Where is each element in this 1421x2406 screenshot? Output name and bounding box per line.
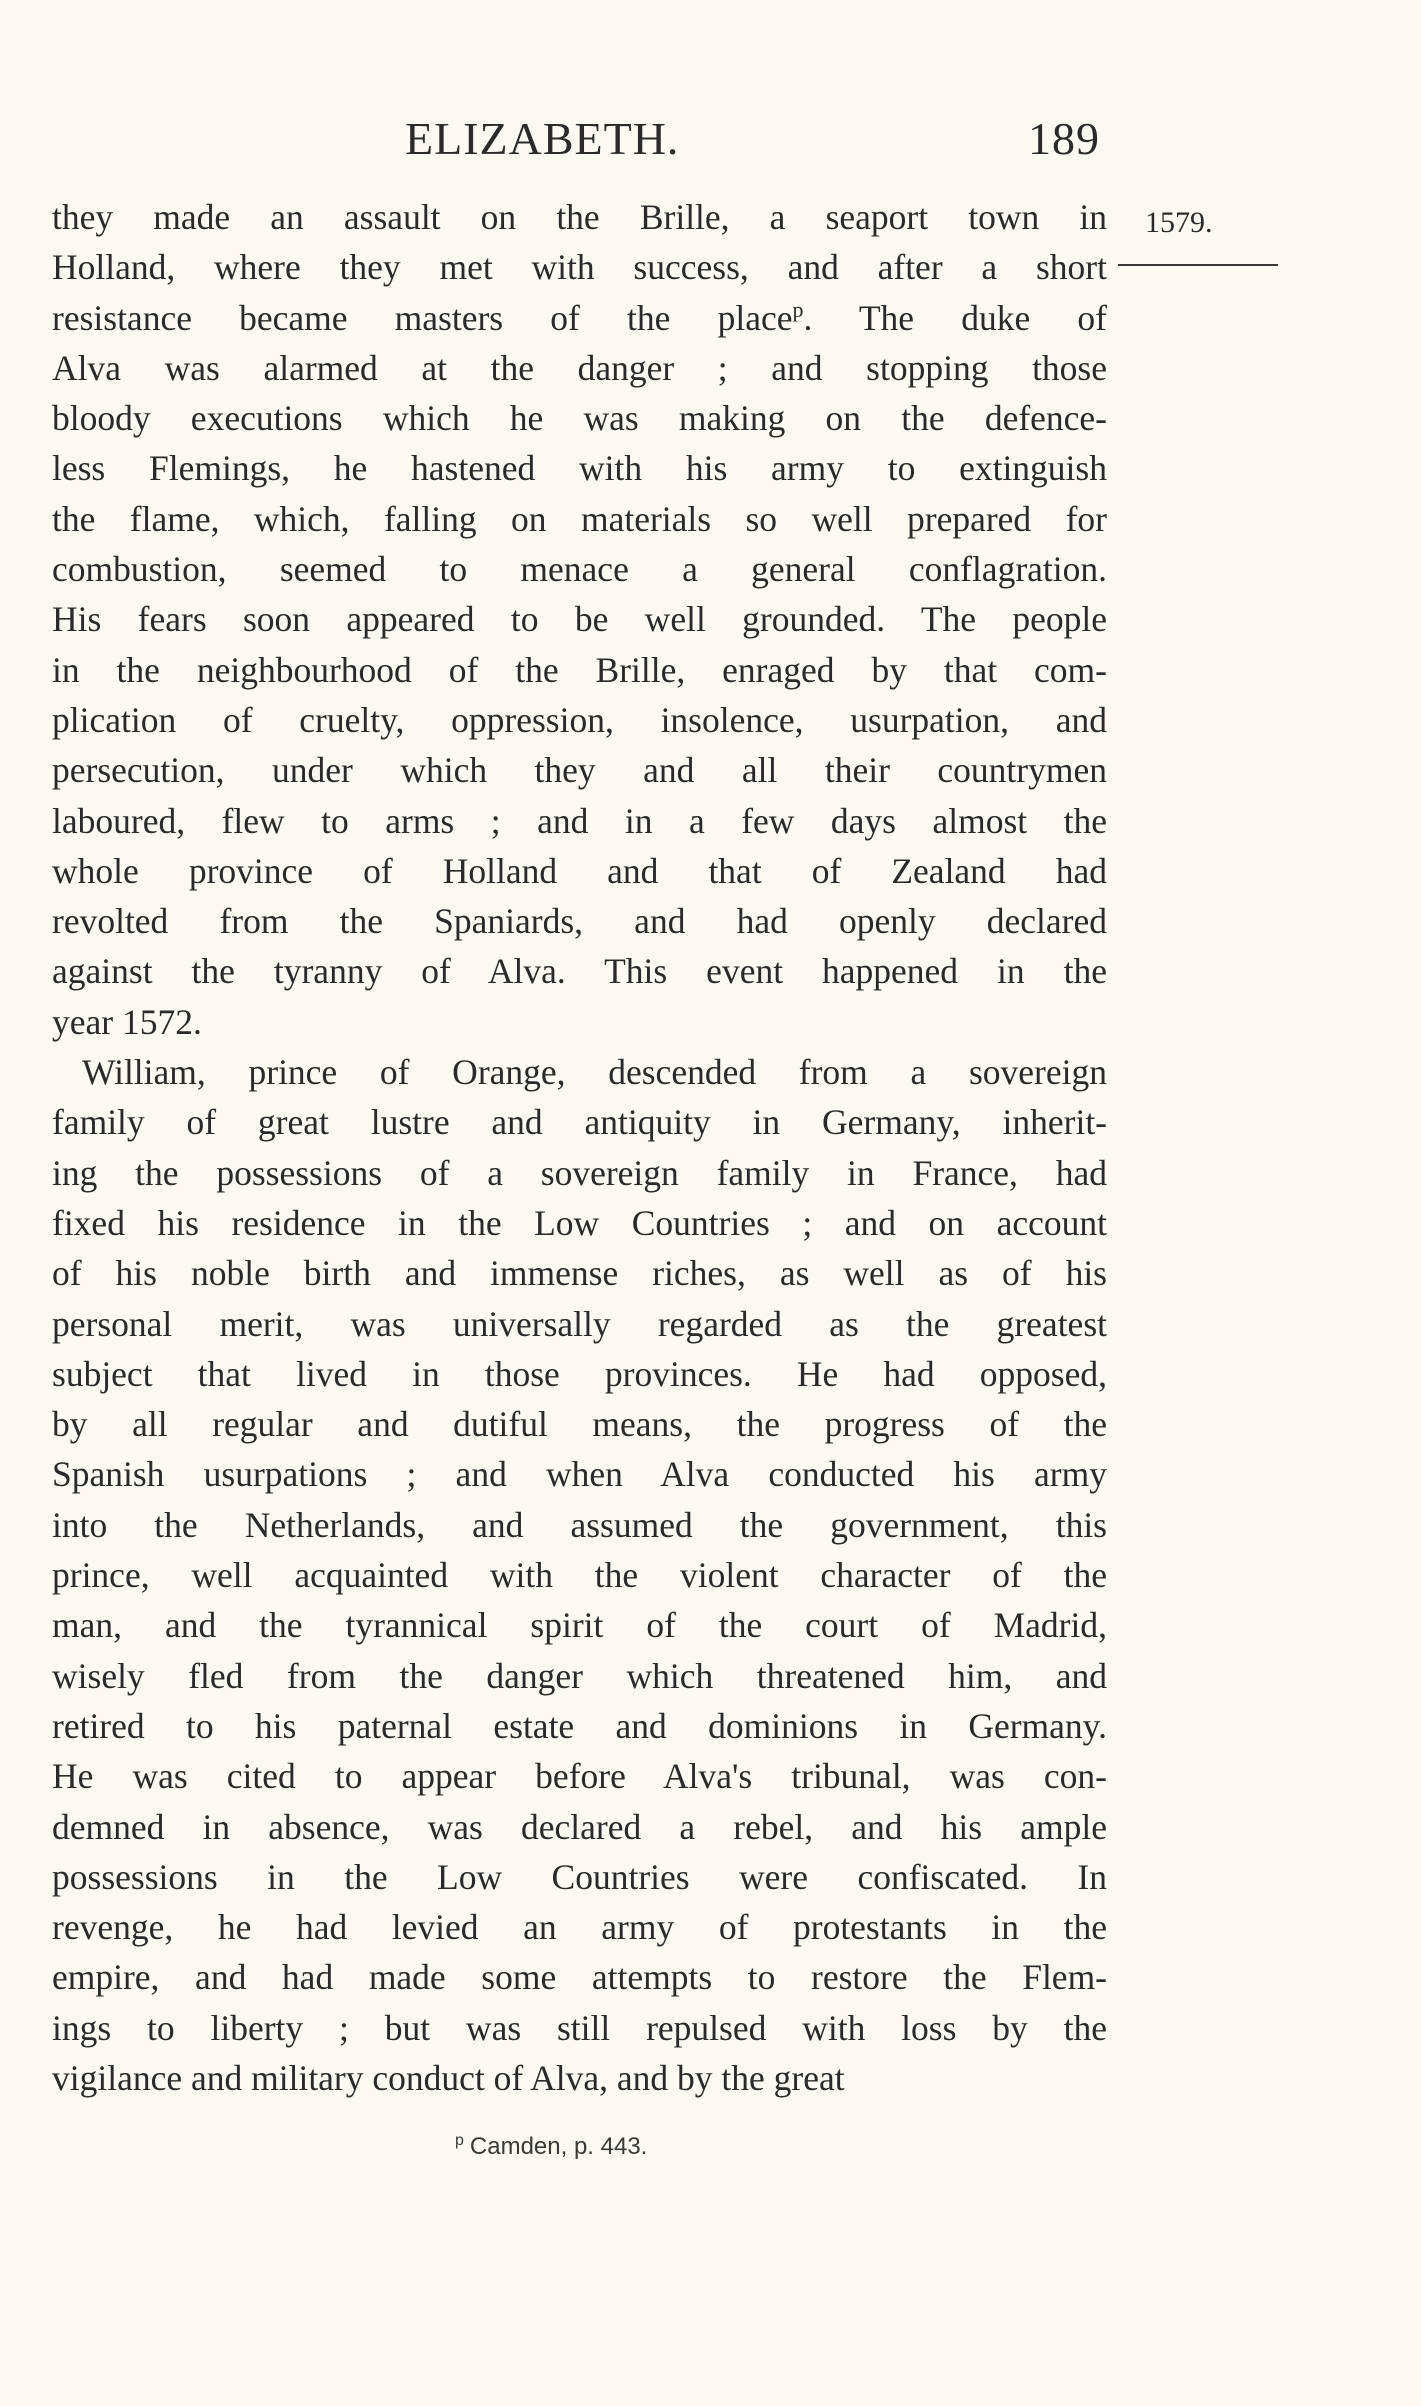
running-head xyxy=(405,112,1100,182)
text-line xyxy=(52,946,1107,996)
text-line xyxy=(52,293,1107,343)
text-line xyxy=(52,1097,1107,1147)
text-line xyxy=(52,1802,1107,1852)
text-line-segment: Alva was alarmed at the danger ; and stopping those xyxy=(52,347,1107,388)
text-line xyxy=(52,1148,1107,1198)
text-line-segment: vigilance and military conduct of Alva, and by the great xyxy=(52,2057,845,2098)
text-line-segment: ings to liberty ; but was still repulsed with loss by the xyxy=(52,2007,1107,2048)
text-line xyxy=(52,393,1107,443)
body-text xyxy=(52,192,1107,2103)
text-line-segment: He was cited to appear before Alva's tribunal, was con- xyxy=(52,1756,1107,1797)
text-line-segment: wisely fled from the danger which threatened him, and xyxy=(52,1655,1107,1696)
text-line-segment: Holland, where they met with success, and after a short xyxy=(52,247,1107,288)
text-line-segment: persecution, under which they and all their countrymen xyxy=(52,750,1107,791)
text-line-segment: of his noble birth and immense riches, as well as of his xyxy=(52,1253,1107,1294)
text-line xyxy=(52,645,1107,695)
text-line xyxy=(52,695,1107,745)
text-line-segment: combustion, seemed to menace a general conflagration. xyxy=(52,549,1107,590)
page-number: 189 xyxy=(1028,113,1100,164)
text-line xyxy=(52,1600,1107,1650)
text-line xyxy=(52,343,1107,393)
text-line-segment: resistance became masters of the place xyxy=(52,297,793,338)
text-line-segment: demned in absence, was declared a rebel, and his ample xyxy=(52,1806,1107,1847)
text-line xyxy=(52,1952,1107,2002)
text-line xyxy=(52,896,1107,946)
text-line-segment: in the neighbourhood of the Brille, enraged by that com- xyxy=(52,649,1107,690)
text-line xyxy=(52,1902,1107,1952)
text-line xyxy=(52,1299,1107,1349)
text-line-segment: whole province of Holland and that of Zealand had xyxy=(52,850,1107,891)
text-line-segment: they made an assault on the Brille, a seaport town in xyxy=(52,197,1107,237)
text-line-segment: His fears soon appeared to be well grounded. The people xyxy=(52,599,1107,640)
text-line xyxy=(52,997,1107,1047)
text-line-segment: Spanish usurpations ; and when Alva conducted his army xyxy=(52,1454,1107,1495)
text-line-segment: by all regular and dutiful means, the progress of the xyxy=(52,1404,1107,1445)
text-line-segment: the flame, which, falling on materials so well prepared for xyxy=(52,498,1107,539)
text-line xyxy=(52,544,1107,594)
text-line-segment: revenge, he had levied an army of protestants in the xyxy=(52,1907,1107,1948)
text-line xyxy=(52,2003,1107,2053)
text-line-segment: against the tyranny of Alva. This event happened in the xyxy=(52,951,1107,992)
text-line-segment: laboured, flew to arms ; and in a few days almost the xyxy=(52,800,1107,841)
text-line-segment: family of great lustre and antiquity in Germany, inherit- xyxy=(52,1102,1107,1143)
text-line-segment: revolted from the Spaniards, and had openly declared xyxy=(52,901,1107,942)
text-line xyxy=(52,846,1107,896)
text-line xyxy=(52,242,1107,292)
text-line-segment: plication of cruelty, oppression, insolence, usurpation, and xyxy=(52,699,1107,740)
text-line xyxy=(52,1701,1107,1751)
text-line-segment: man, and the tyrannical spirit of the court of Madrid, xyxy=(52,1605,1107,1646)
text-line-segment: less Flemings, he hastened with his army to extinguish xyxy=(52,448,1107,489)
text-line-segment: William, prince of Orange, descended from a sovereign xyxy=(82,1052,1107,1093)
text-line-segment: year 1572. xyxy=(52,1001,202,1042)
text-line xyxy=(52,796,1107,846)
text-line xyxy=(52,192,1107,242)
text-line xyxy=(52,1248,1107,1298)
text-line-segment: empire, and had made some attempts to restore the Flem- xyxy=(52,1957,1107,1998)
footnote-text: Camden, p. 443. xyxy=(469,2133,648,2160)
text-line xyxy=(52,1399,1107,1449)
text-line-segment: bloody executions which he was making on the defence- xyxy=(52,398,1107,439)
text-line xyxy=(52,1500,1107,1550)
running-head-title: ELIZABETH. xyxy=(405,113,680,164)
text-line-segment: ing the possessions of a sovereign family in France, had xyxy=(52,1152,1107,1193)
text-line-segment: subject that lived in those provinces. He had opposed, xyxy=(52,1353,1107,1394)
text-line-segment: prince, well acquainted with the violent character of the xyxy=(52,1555,1107,1596)
text-line-segment: personal merit, was universally regarded as the greatest xyxy=(52,1303,1107,1344)
margin-year-note: 1579. xyxy=(1145,206,1213,239)
text-line-segment: possessions in the Low Countries were confiscated. In xyxy=(52,1856,1107,1897)
text-line xyxy=(52,1349,1107,1399)
text-line-segment: . The duke of xyxy=(803,297,1107,338)
text-line-segment: fixed his residence in the Low Countries ; and on account xyxy=(52,1202,1107,1243)
text-line xyxy=(52,594,1107,644)
text-line xyxy=(52,1651,1107,1701)
text-line xyxy=(52,745,1107,795)
text-line xyxy=(52,1449,1107,1499)
text-line-segment: into the Netherlands, and assumed the government, this xyxy=(52,1504,1107,1545)
text-line xyxy=(52,1047,1107,1097)
text-line xyxy=(52,443,1107,493)
text-line xyxy=(52,1751,1107,1801)
margin-rule xyxy=(1118,264,1278,266)
text-line xyxy=(52,1198,1107,1248)
footnote xyxy=(455,2133,647,2161)
text-line xyxy=(52,1852,1107,1902)
text-line-segment: retired to his paternal estate and dominions in Germany. xyxy=(52,1705,1107,1746)
footnote-marker: p xyxy=(455,2132,464,2149)
text-line xyxy=(52,494,1107,544)
text-line xyxy=(52,1550,1107,1600)
footnote-reference: p xyxy=(792,296,804,322)
text-line xyxy=(52,2053,1107,2103)
